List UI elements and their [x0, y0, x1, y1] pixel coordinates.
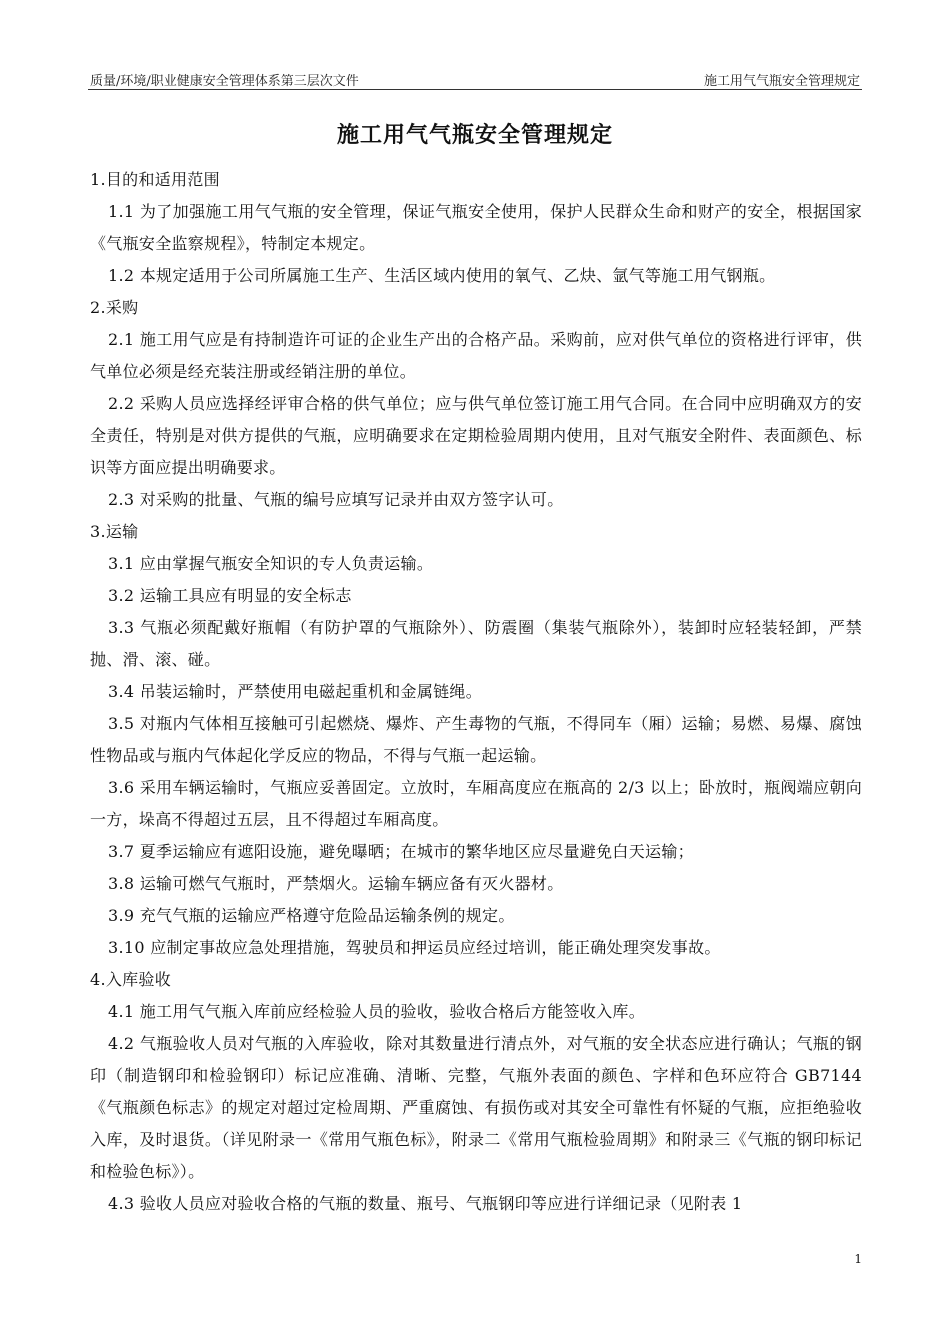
section-heading: 2.采购 — [90, 298, 139, 317]
clause-paragraph: 3.6 采用车辆运输时，气瓶应妥善固定。立放时，车厢高度应在瓶高的 2/3 以上；卧放时，瓶阀端应朝向一方，垛高不得超过五层，且不得超过车厢高度。 — [90, 778, 862, 829]
clause-paragraph: 3.8 运输可燃气气瓶时，严禁烟火。运输车辆应备有灭火器材。 — [108, 874, 564, 893]
section-heading: 3.运输 — [90, 522, 139, 541]
clause-paragraph: 3.10 应制定事故应急处理措施，驾驶员和押运员应经过培训，能正确处理突发事故。 — [108, 938, 721, 957]
clause-paragraph: 4.2 气瓶验收人员对气瓶的入库验收，除对其数量进行清点外，对气瓶的安全状态应进行确认；气瓶的钢印（制造钢印和检验钢印）标记应准确、清晰、完整，气瓶外表面的颜色、字样和色环应符合 GB7144《气瓶颜色标志》的规定对超过定检周期、严重腐蚀、有损伤或对其安全可靠性有怀疑的气瓶，应拒绝验收入库，及时退货。（详见附录一《常用气瓶色标》，附录二《常用气瓶检验周期》和附录三《气瓶的钢印标记和检验色标》）。 — [90, 1034, 862, 1181]
clause-paragraph: 4.3 验收人员应对验收合格的气瓶的数量、瓶号、气瓶钢印等应进行详细记录（见附表 1 — [108, 1194, 743, 1213]
section-heading: 1.目的和适用范围 — [90, 170, 220, 189]
clause-paragraph: 3.9 充气气瓶的运输应严格遵守危险品运输条例的规定。 — [108, 906, 515, 925]
clause-paragraph: 1.1 为了加强施工用气气瓶的安全管理，保证气瓶安全使用，保护人民群众生命和财产的安全，根据国家《气瓶安全监察规程》，特制定本规定。 — [90, 202, 862, 253]
clause-paragraph: 3.7 夏季运输应有遮阳设施，避免曝晒；在城市的繁华地区应尽量避免白天运输； — [108, 842, 694, 861]
header-document-title: 施工用气气瓶安全管理规定 — [703, 74, 860, 89]
clause-paragraph: 3.2 运输工具应有明显的安全标志 — [108, 586, 352, 605]
clause-paragraph: 3.4 吊装运输时，严禁使用电磁起重机和金属链绳。 — [108, 682, 483, 701]
header-document-level: 质量/环境/职业健康安全管理体系第三层次文件 — [90, 74, 359, 89]
clause-paragraph: 2.2 采购人员应选择经评审合格的供气单位；应与供气单位签订施工用气合同。在合同中应明确双方的安全责任，特别是对供方提供的气瓶，应明确要求在定期检验周期内使用，且对气瓶安全附件、表面颜色、标识等方面应提出明确要求。 — [90, 394, 862, 477]
clause-paragraph: 3.1 应由掌握气瓶安全知识的专人负责运输。 — [108, 554, 434, 573]
page-header — [90, 70, 860, 90]
clause-paragraph: 3.3 气瓶必须配戴好瓶帽（有防护罩的气瓶除外）、防震圈（集装气瓶除外），装卸时应轻装轻卸，严禁抛、滑、滚、碰。 — [90, 618, 862, 669]
clause-paragraph: 2.3 对采购的批量、气瓶的编号应填写记录并由双方签字认可。 — [108, 490, 564, 509]
section-heading: 4.入库验收 — [90, 970, 172, 989]
document-body — [90, 164, 862, 1220]
clause-paragraph: 1.2 本规定适用于公司所属施工生产、生活区域内使用的氧气、乙炔、氩气等施工用气钢瓶。 — [108, 266, 776, 285]
clause-paragraph: 4.1 施工用气气瓶入库前应经检验人员的验收，验收合格后方能签收入库。 — [108, 1002, 646, 1021]
document-title: 施工用气气瓶安全管理规定 — [336, 123, 613, 148]
header-rule — [88, 89, 862, 90]
clause-paragraph: 2.1 施工用气应是有持制造许可证的企业生产出的合格产品。采购前，应对供气单位的资格进行评审，供气单位必须是经充装注册或经销注册的单位。 — [90, 330, 862, 381]
clause-paragraph: 3.5 对瓶内气体相互接触可引起燃烧、爆炸、产生毒物的气瓶，不得同车（厢）运输；易燃、易爆、腐蚀性物品或与瓶内气体起化学反应的物品，不得与气瓶一起运输。 — [90, 714, 862, 765]
page-number: 1 — [854, 1252, 862, 1266]
